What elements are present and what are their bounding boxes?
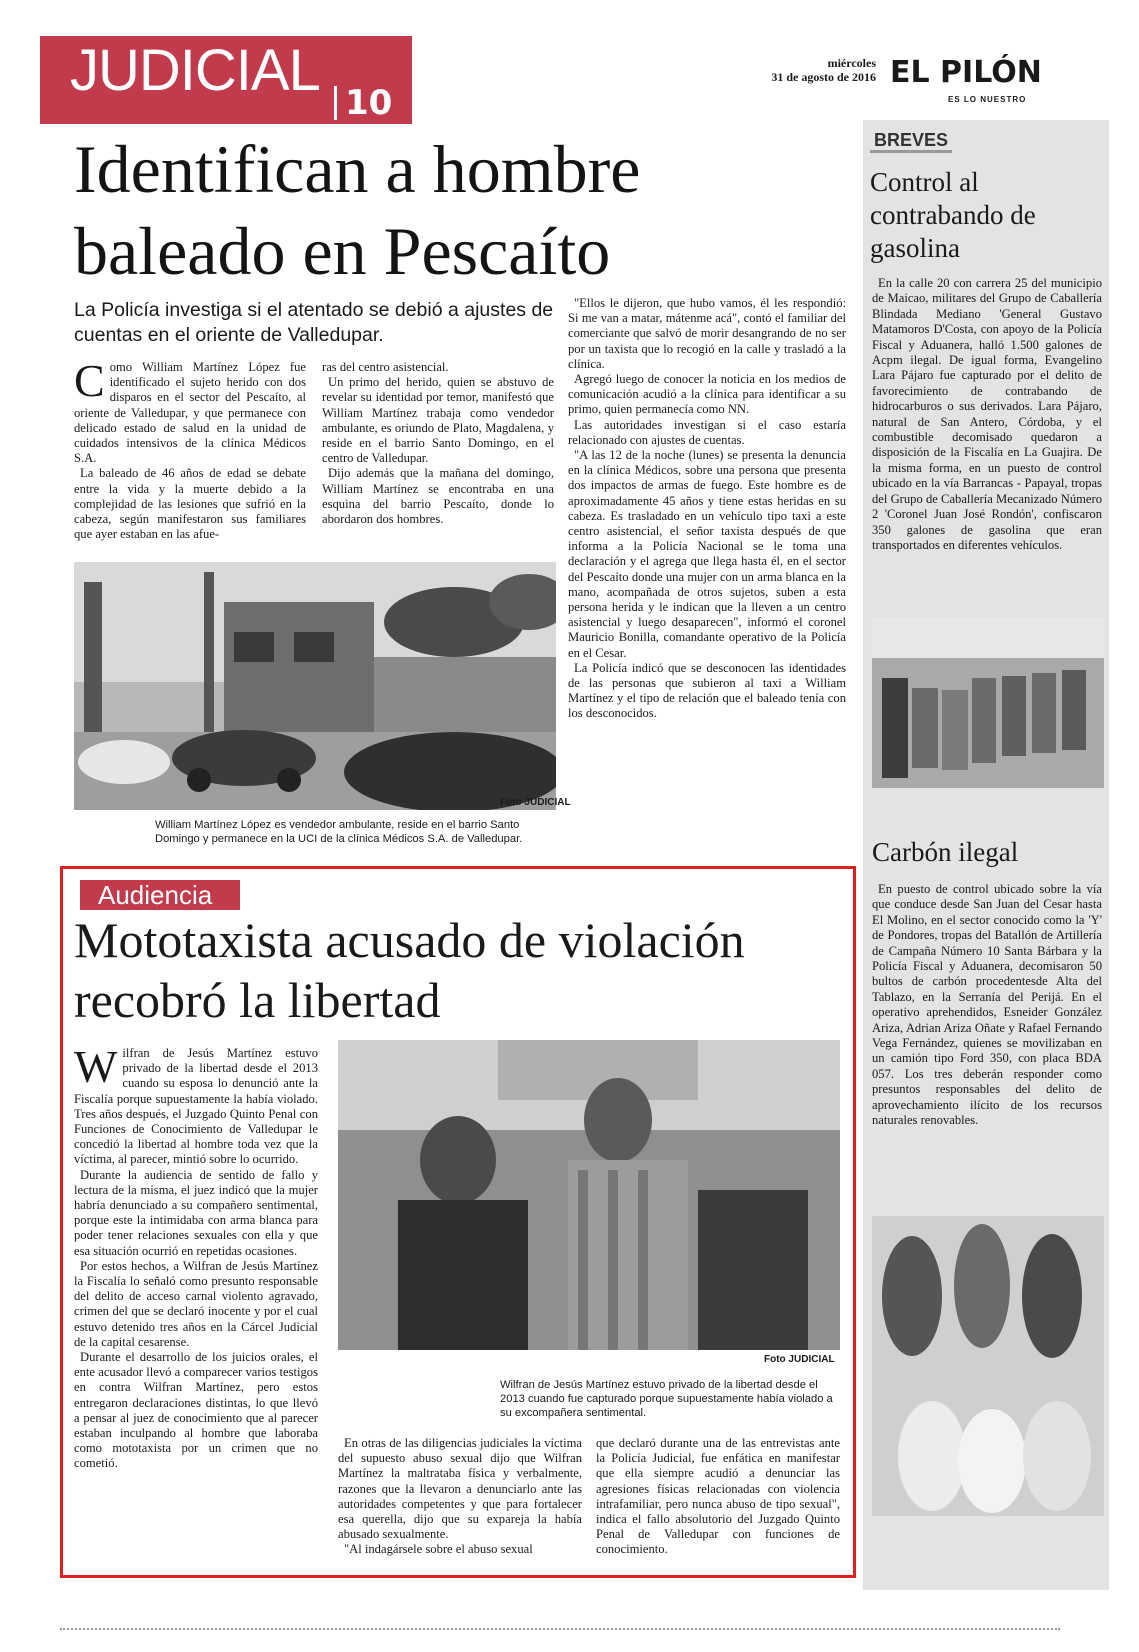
- paragraph: En otras de las diligencias judiciales la víctima del supuesto abuso sexual dijo que Wilfran Martínez la maltrataba física y verbalmente, razones que la llevaron a denunciarlo ante las autoridades competentes y que para fortalecer esa querella, dijo que su expareja la había abusado sexualmente.: [338, 1436, 582, 1542]
- brief-body: [872, 276, 1102, 553]
- page-number: 10: [334, 86, 392, 120]
- second-column-1: [74, 1041, 318, 1472]
- paragraph: En puesto de control ubicado sobre la vía que conduce desde San Juan del Cesar hasta El Molino, en el sector conocido como la 'Y' de Pondores, tropas del Batallón de Artillería de Campaña Número 10 Santa Bárbara y la Policía Fiscal y Aduanera, decomisaron 50 bultos de carbón procedentesde Alta del Tablazo, en la Serranía del Perijá. En el operativo aprehendidos, Esneider González Ariza, Adrian Ariza Oñate y Rafael Fernando Vega Fernández, quienes se movilizaban en un camión tipo Ford 350, con placa BDA 057. Los tres deberán responder como presuntos responsables del delito de aprovechamiento ilícito de los recursos naturales renovables.: [872, 882, 1102, 1128]
- defendant-photo: [338, 1040, 840, 1350]
- paragraph: ras del centro asistencial.: [322, 360, 449, 374]
- fuel-drums-photo: [872, 618, 1104, 788]
- paragraph: En la calle 20 con carrera 25 del municipio de Maicao, militares del Grupo de Caballería Blindada Mediano 'General Gustavo Matamoros D'Costa, con apoyo de la Policía Fiscal y Aduanera, halló 1.500 galones de Acpm ilegal. De igual forma, Evangelino Lara Pájaro fue capturado por el delito de favorecimiento de contrabando de hidrocarburos o sus derivados. Lara Pájaro, natural de San Antero, Córdoba, y el combustible decomisado quedaron a disposición de la Fiscalía en La Guajira. De la misma forma, en un puesto de control ubicado en la vía Barrancas - Papayal, tropas del Grupo de Caballería Mecanizado Número 2 'Coronel Juan José Rondón', confiscaron 350 galones de gasolina que eran transportados en diferentes vehículos.: [872, 276, 1102, 552]
- second-column-3: [596, 1436, 840, 1558]
- day: miércoles: [827, 56, 876, 70]
- paragraph: Por estos hechos, a Wilfran de Jesús Martínez la Fiscalía lo señaló como presunto responsable del delito de acceso carnal violento agravado, crimen del que se declaró inocente y por el cual estuvo detenido tres años en la Cárcel Judicial de la capital cesarense.: [74, 1258, 318, 1349]
- paragraph: omo William Martínez López fue identificado el sujeto herido con dos disparos en el sector del Pescaíto, al oriente de Valledupar, y que permanece con delicado estado de salud en la unidad de cuidados intensivos de la clínica Médicos S.A.: [74, 360, 306, 466]
- main-column-2: [322, 360, 554, 527]
- brief-headline: Control al contrabando de gasolina: [870, 167, 1036, 263]
- paragraph: ilfran de Jesús Martínez estuvo privado de la libertad desde el 2013 cuando su esposa lo denunció ante la Fiscalía porque supuestamente la había violado. Tres años después, el Juzgado Quinto Penal con Funciones de Conocimiento de Valledupar le concedió la libertad al hombre toda vez que la víctima, al parecer, mintió sobre lo ocurrido.: [74, 1046, 318, 1167]
- paragraph: "Ellos le dijeron, que hubo vamos, él les respondió: Si me van a matar, mátenme acá", contó el familiar del comerciante que salvó de morir desangrando de no ser por un taxista que lo recogió en la calle y trasladó a la clínica.: [568, 296, 846, 371]
- street-scene-image: [74, 562, 556, 810]
- date: 31 de agosto de 2016: [771, 70, 876, 84]
- street-scene-photo: [74, 562, 556, 810]
- masthead-logo: EL PILÓN: [890, 55, 1042, 90]
- paragraph: que declaró durante una de las entrevistas ante la Policía Judicial, fue enfática en manifestar que ella siempre acudió a denunciar las agresiones físicas relacionadas con violencia intrafamiliar, pero nunca abuso de tipo sexual", indica el fallo absolutorio del Juzgado Quinto Penal de Valledupar con funciones de conocimiento.: [596, 1436, 840, 1557]
- paragraph: "Al indagársele sobre el abuso sexual: [344, 1542, 533, 1557]
- photo-caption: Wilfran de Jesús Martínez estuvo privado de la libertad desde el 2013 cuando fue capturado porque supuestamente había violado a su excompañera sentimental.: [500, 1379, 833, 1419]
- page-footer-rule: [60, 1628, 1060, 1630]
- paragraph: La Policía indicó que se desconocen las identidades de las personas que subieron al taxi a William Martínez y el tipo de relación que el baleado tenía con los desconocidos.: [568, 660, 846, 721]
- dropcap: C: [74, 355, 105, 406]
- photo-credit: Foto JUDICIAL: [500, 797, 571, 808]
- photo-caption: William Martínez López es vendedor ambulante, reside en el barrio Santo Domingo y permanece en la UCI de la clínica Médicos S.A. de Valledupar.: [155, 819, 523, 845]
- coal-bags-photo: [872, 1216, 1104, 1516]
- paragraph: Agregó luego de conocer la noticia en los medios de comunicación acudió a la clínica para identificar a su primo, quien permanecía como NN.: [568, 372, 846, 417]
- section-name: JUDICIAL: [70, 38, 320, 103]
- defendant-image: [338, 1040, 840, 1350]
- paragraph: Las autoridades investigan si el caso estaría relacionado con ajustes de cuentas.: [568, 417, 846, 447]
- paragraph: Dijo además que la mañana del domingo, William Martínez se encontraba en una esquina del barrio Pescaíto, donde lo abordaron dos hombres.: [322, 466, 554, 527]
- paragraph: Durante la audiencia de sentido de fallo y lectura de la misma, el juez indicó que la mujer habría denunciado a su compañero sentimental, porque este la intimidaba con arma blanca para poder tener relaciones sexuales con ella y que esa situación ocurrió en repetidas ocasiones.: [74, 1167, 318, 1258]
- main-column-3: [568, 296, 846, 722]
- main-headline: Identifican a hombre baleado en Pescaíto: [74, 131, 641, 289]
- paragraph: "A las 12 de la noche (lunes) se presenta la denuncia en la clínica Médicos, sobre una persona que presenta dos impactos de armas de fuego. Este hombre es de aproximadamente 45 años y tiene estas heridas en su cabeza. Es trasladado en un vehículo tipo taxi a este centro asistencial, el señor taxista después de que informa a la Policía Nacional se le toma una declaración y el agrega que llega hasta él, en el sector del Pescaíto donde una mujer con un arma blanca en la mano, acompañada de otros sujetos, suben a esta persona herida y le indican que la lleven a un centro asistencial y luego desaparecen", informó el coronel Mauricio Bonilla, comandante operativo de la Policía en el Cesar.: [568, 448, 846, 660]
- paragraph: Un primo del herido, quien se abstuvo de revelar su identidad por temor, manifestó que William Martínez trabaja como vendedor ambulante, es oriundo de Plato, Magdalena, y reside en el barrio Santo Domingo, en el centro de Valledupar.: [322, 375, 554, 466]
- coal-bags-image: [872, 1216, 1104, 1516]
- masthead-tagline: ES LO NUESTRO: [948, 95, 1027, 104]
- story-kicker: Audiencia: [80, 880, 240, 910]
- paragraph: La baleado de 46 años de edad se debate entre la vida y la muerte debido a la complejidad de las lesiones que sufrió en la cabeza, según manifestaron sus familiares que ayer estaban en las afue-: [74, 466, 306, 542]
- brief-body: [872, 882, 1102, 1129]
- dropcap: W: [74, 1041, 118, 1092]
- second-column-2: [338, 1436, 582, 1558]
- main-dek: La Policía investiga si el atentado se debió a ajustes de cuentas en el oriente de Valledupar.: [74, 299, 554, 346]
- dateline: [746, 56, 876, 84]
- photo-credit: Foto JUDICIAL: [764, 1354, 835, 1365]
- paragraph: Durante el desarrollo de los juicios orales, el ente acusador llevó a comparecer varios testigos en contra Wilfran Martínez, pero estos entregaron declaraciones distintas, lo que llevó a pensar al juez de conocimiento que al parecer estaban inculpando al hombre que laboraba como mototaxista por un crimen que no cometió.: [74, 1350, 318, 1471]
- brief-headline: Carbón ilegal: [872, 837, 1019, 867]
- main-column-1: [74, 355, 306, 542]
- fuel-drums-image: [872, 618, 1104, 788]
- briefs-tag: BREVES: [870, 130, 952, 153]
- second-headline: Mototaxista acusado de violación recobró la libertad: [74, 912, 745, 1028]
